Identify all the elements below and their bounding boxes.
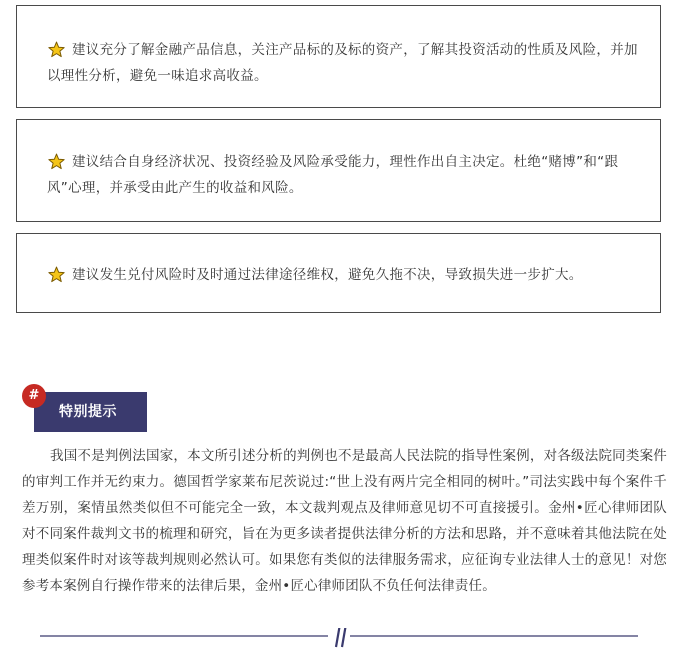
advice-text: 建议发生兑付风险时及时通过法律途径维权，避免久拖不决，导致损失进一步扩大。 xyxy=(72,267,583,283)
disclaimer-paragraph: 我国不是判例法国家，本文所引述分析的判例也不是最高人民法院的指导性案例，对各级法院同类案件的审判工作并无约束力。德国哲学家莱布尼茨说过:“世上没有两片完全相同的树叶。”司法实践中每个案件千差万别，案情虽然类似但不可能完全一致，本文裁判观点及律师意见切不可直接援引。金州•匠心律师团队对不同案件裁判文书的梳理和研究，旨在为更多读者提供法律分析的方法和思路，并不意味着其他法院在处理类似案件时对该等裁判规则必然认可。如果您有类似的法律服务需求，应征询专业法律人士的意见！对您参考本案例自行操作带来的法律后果，金州•匠心律师团队不负任何法律责任。 xyxy=(22,448,667,594)
divider xyxy=(40,628,638,648)
special-notice-header xyxy=(22,384,152,432)
double-slash-icon xyxy=(336,628,346,647)
advice-text: 建议结合自身经济状况、投资经验及风险承受能力，理性作出自主决定。杜绝“赌博”和“跟风”心理，并承受由此产生的收益和风险。 xyxy=(47,154,619,196)
advice-box xyxy=(16,233,661,313)
advice-box xyxy=(16,5,661,108)
special-notice-title: 特别提示 xyxy=(34,392,147,432)
advice-box xyxy=(16,119,661,222)
advice-text: 建议充分了解金融产品信息，关注产品标的及标的资产，了解其投资活动的性质及风险，并加以理性分析，避免一味追求高收益。 xyxy=(47,42,638,84)
hash-badge-icon: # xyxy=(22,384,46,408)
